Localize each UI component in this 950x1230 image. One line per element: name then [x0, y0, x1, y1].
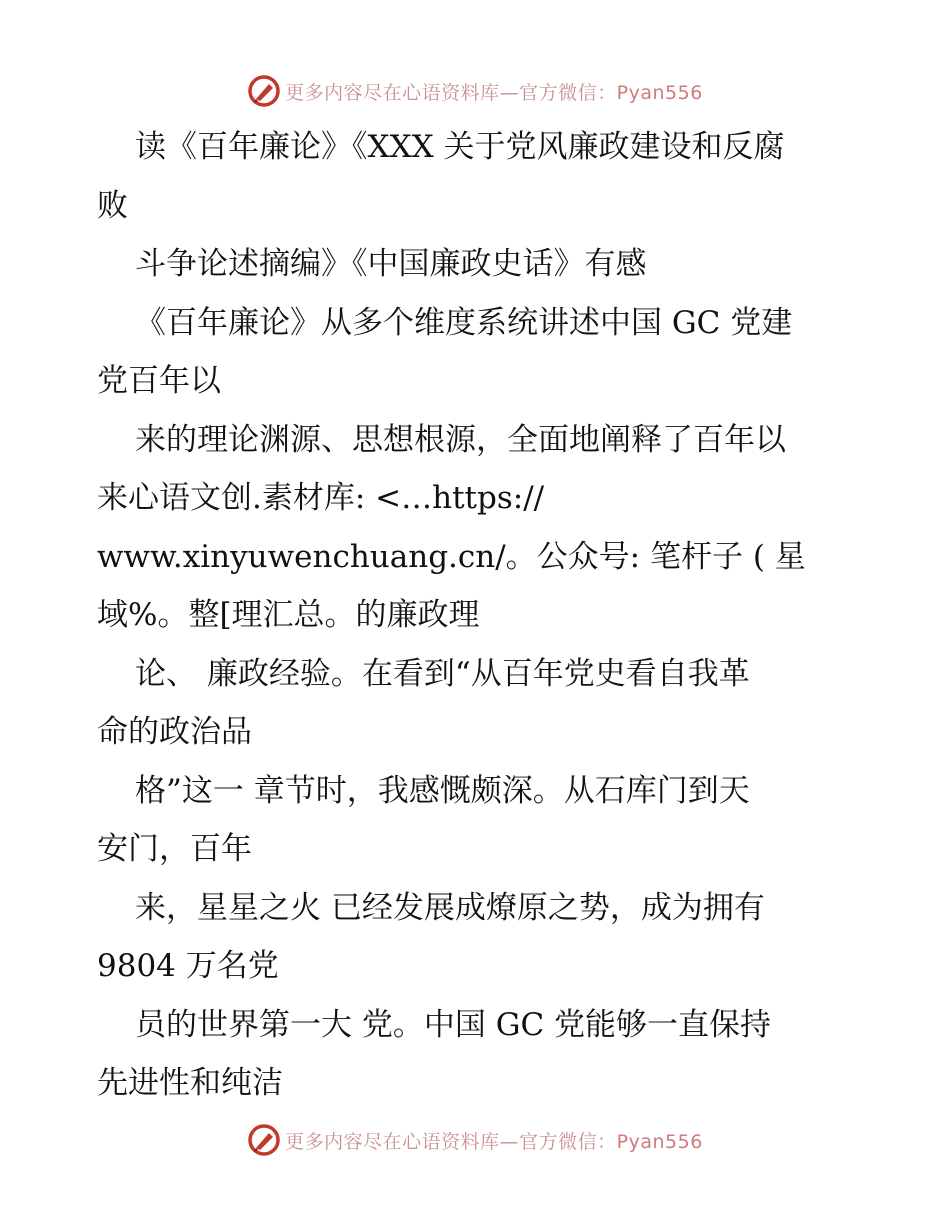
header-banner-label: 更多内容尽在心语资料库—官方微信： — [285, 81, 617, 104]
pen-nib-circle-icon — [247, 1123, 281, 1157]
body-line: 读《百年廉论》《XXX 关于党风廉政建设和反腐 — [135, 129, 785, 165]
body-line: 败 — [97, 187, 128, 224]
document-body — [97, 118, 857, 1113]
body-line: 《百年廉论》从多个维度系统讲述中国 GC 党建 — [135, 304, 793, 341]
footer-banner-label: 更多内容尽在心语资料库—官方微信： — [285, 1130, 617, 1153]
footer-banner-text — [285, 1127, 703, 1154]
footer-wechat-id: Pyan556 — [616, 1130, 703, 1153]
body-line: 斗争论述摘编》《中国廉政史话》有感 — [135, 246, 647, 282]
body-line: 来，星星之火 已经发展成燎原之势，成为拥有 — [135, 889, 765, 926]
body-line: 党百年以 — [97, 363, 221, 399]
body-line: 论、 廉政经验。在看到“从百年党史看自我革 — [135, 655, 750, 692]
header-banner-text — [285, 78, 703, 105]
pen-nib-circle-icon — [247, 74, 281, 108]
body-line: 来心语文创.素材库: <…https:// — [97, 480, 545, 516]
body-line: 员的世界第一大 党。中国 GC 党能够一直保持 — [135, 1006, 772, 1043]
body-line: 9804 万名党 — [97, 948, 279, 984]
body-line: 格”这一 章节时，我感慨颇深。从石库门到天 — [135, 772, 750, 809]
body-line: 先进性和纯洁 — [97, 1065, 283, 1101]
body-line: 域%。整[理汇总。的廉政理 — [97, 597, 480, 633]
body-line: 命的政治品 — [97, 714, 252, 750]
body-line: 来的理论渊源、思想根源，全面地阐释了百年以 — [135, 421, 786, 458]
header-wechat-id: Pyan556 — [616, 81, 703, 104]
footer-banner — [0, 1120, 950, 1160]
header-banner — [0, 71, 950, 111]
body-line: 安门，百年 — [97, 831, 252, 867]
body-line: www.xinyuwenchuang.cn/。公众号: 笔杆子 ( 星 — [97, 538, 806, 575]
